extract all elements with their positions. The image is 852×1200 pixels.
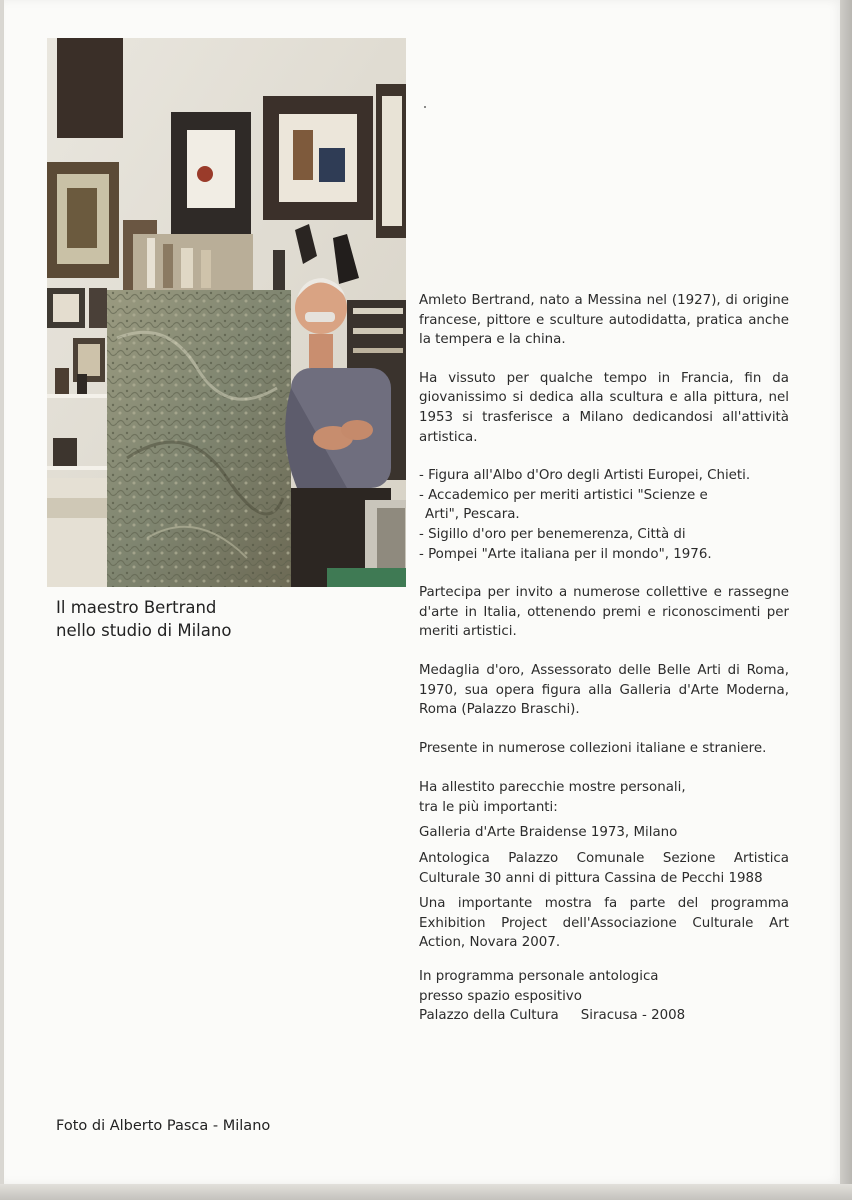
caption-line-2: nello studio di Milano bbox=[56, 621, 232, 640]
page-edge-right bbox=[840, 0, 852, 1200]
page-edge-bottom bbox=[0, 1184, 852, 1200]
award-item: - Accademico per meriti artistici "Scienze e bbox=[419, 487, 708, 503]
bio-france-paragraph: Ha vissuto per qualche tempo in Francia, fin da giovanissimo si dedica alla scultura e alla pittura, nel 1953 si trasferisce a Milano dedicandosi all'attività artistica. bbox=[419, 370, 789, 445]
award-item: Arti", Pescara. bbox=[425, 507, 520, 523]
award-item: - Figura all'Albo d'Oro degli Artisti Europei, Chieti. bbox=[419, 468, 751, 484]
photo-credit: Foto di Alberto Pasca - Milano bbox=[56, 1118, 271, 1134]
mostre-intro-line-2: tra le più importanti: bbox=[419, 799, 558, 815]
bio-exhibition-project-paragraph: Una importante mostra fa parte del programma Exhibition Project dell'Associazione Culturale Art Action, Novara 2007. bbox=[419, 896, 789, 951]
award-item: - Sigillo d'oro per benemerenza, Città di bbox=[419, 526, 686, 542]
mostra-item: Galleria d'Arte Braidense 1973, Milano bbox=[419, 825, 678, 841]
bio-collezioni-paragraph: Presente in numerose collezioni italiane e straniere. bbox=[419, 740, 767, 756]
biography-column bbox=[419, 291, 789, 1026]
photo-caption bbox=[56, 596, 386, 642]
bio-intro-paragraph: Amleto Bertrand, nato a Messina nel (1927), di origine francese, pittore e sculture autodidatta, pratica anche la tempera e la china. bbox=[419, 293, 789, 348]
programma-city-year: Siracusa - 2008 bbox=[580, 1008, 686, 1024]
programma-line-1: In programma personale antologica bbox=[419, 969, 659, 985]
programma-venue: Palazzo della Cultura bbox=[419, 1008, 559, 1024]
photo-artist-in-studio-icon bbox=[47, 38, 406, 587]
mostra-item: Antologica Palazzo Comunale Sezione Artistica Culturale 30 anni di pittura Cassina de Pecchi 1988 bbox=[419, 851, 789, 886]
programma-section bbox=[419, 967, 789, 1026]
mostre-intro-line-1: Ha allestito parecchie mostre personali, bbox=[419, 780, 686, 796]
bio-medaglia-paragraph: Medaglia d'oro, Assessorato delle Belle Arti di Roma, 1970, sua opera figura alla Galleria d'Arte Moderna, Roma (Palazzo Braschi). bbox=[419, 662, 789, 718]
speck-mark bbox=[424, 106, 426, 108]
caption-line-1: Il maestro Bertrand bbox=[56, 598, 217, 617]
award-item: - Pompei "Arte italiana per il mondo", 1976. bbox=[419, 546, 712, 562]
awards-list bbox=[419, 466, 789, 564]
programma-line-2: presso spazio espositivo bbox=[419, 988, 582, 1004]
bio-collettive-paragraph: Partecipa per invito a numerose collettive e rassegne d'arte in Italia, ottenendo premi e riconoscimenti per meriti artistici. bbox=[419, 585, 789, 640]
mostre-section bbox=[419, 778, 789, 843]
programma-line-3 bbox=[419, 1006, 789, 1026]
artist-studio-photo bbox=[47, 38, 406, 587]
